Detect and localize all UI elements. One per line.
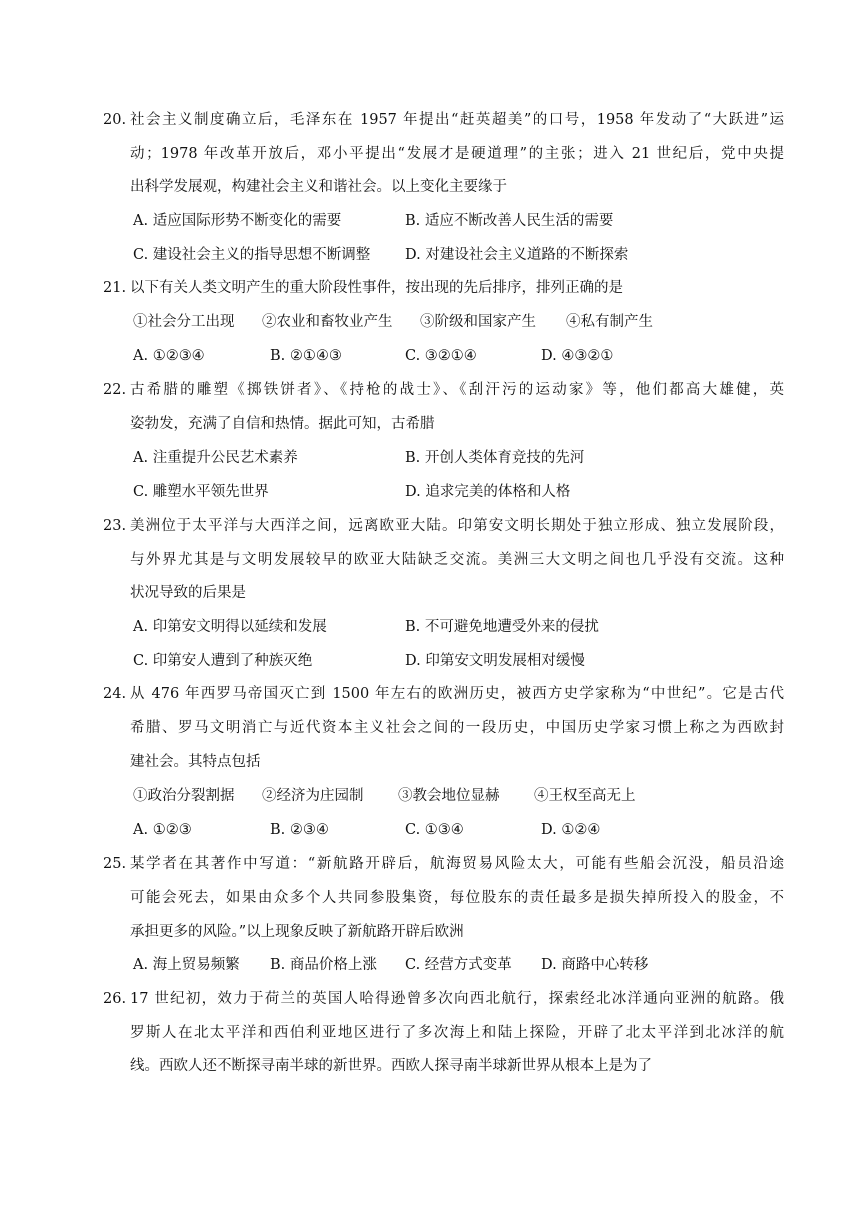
question-text-line: 以下有关人类文明产生的重大阶段性事件，按出现的先后排序，排列正确的是 [130, 280, 623, 296]
question-text-line: 美洲位于太平洋与大西洋之间，远离欧亚大陆。印第安文明长期处于独立形成、独立发展阶段， [130, 518, 784, 534]
option-c: C. 印第安人遭到了种族灭绝 [133, 653, 313, 669]
option-b: B. 开创人类体育竞技的先河 [405, 450, 585, 466]
question-text-line: 罗斯人在北太平洋和西伯利亚地区进行了多次海上和陆上探险，开辟了北太平洋到北冰洋的航 [130, 1025, 784, 1041]
statement-item: ④王权至高无上 [534, 788, 636, 804]
option-c: C. ③②①④ [405, 348, 477, 364]
question-number: 21. [103, 280, 127, 296]
statement-item: ①社会分工出现 [133, 314, 235, 330]
option-c: C. 经营方式变革 [405, 957, 512, 973]
option-a: A. 海上贸易频繁 [133, 957, 240, 973]
question-text-line: 姿勃发，充满了自信和热情。据此可知，古希腊 [130, 416, 435, 432]
option-d: D. 对建设社会主义道路的不断探索 [405, 247, 629, 263]
question-text-line: 状况导致的后果是 [130, 585, 246, 601]
question-text-line: 古希腊的雕塑《掷铁饼者》、《持枪的战士》、《刮汗污的运动家》等，他们都高大雄健，英 [130, 382, 784, 398]
option-a: A. 印第安文明得以延续和发展 [133, 619, 327, 635]
option-a: A. 适应国际形势不断变化的需要 [133, 213, 342, 229]
statement-item: ④私有制产生 [566, 314, 653, 330]
question-text-line: 17 世纪初，效力于荷兰的英国人哈得逊曾多次向西北航行，探索经北冰洋通向亚洲的航路。俄 [130, 991, 784, 1007]
option-a: A. ①②③ [133, 822, 192, 838]
option-c: C. 建设社会主义的指导思想不断调整 [133, 247, 371, 263]
question-text-line: 承担更多的风险。”以上现象反映了新航路开辟后欧洲 [130, 924, 464, 940]
option-a: A. ①②③④ [133, 348, 205, 364]
statement-item: ①政治分裂割据 [133, 788, 235, 804]
question-number: 22. [103, 382, 127, 398]
option-c: C. 雕塑水平领先世界 [133, 484, 269, 500]
question-text-line: 社会主义制度确立后，毛泽东在 1957 年提出“赶英超美”的口号，1958 年发动了“大跃进”运 [130, 112, 784, 128]
option-b: B. 不可避免地遭受外来的侵扰 [405, 619, 599, 635]
statement-item: ③教会地位显赫 [398, 788, 500, 804]
option-d: D. ④③②① [541, 348, 614, 364]
option-b: B. 适应不断改善人民生活的需要 [405, 213, 614, 229]
statement-item: ③阶级和国家产生 [420, 314, 536, 330]
question-text-line: 可能会死去，如果由众多个人共同参股集资，每位股东的责任最多是损失掉所投入的股金，不 [130, 890, 784, 906]
option-d: D. 印第安文明发展相对缓慢 [405, 653, 585, 669]
option-d: D. ①②④ [541, 822, 601, 838]
statement-item: ②经济为庄园制 [262, 788, 364, 804]
option-c: C. ①③④ [405, 822, 464, 838]
question-number: 23. [103, 518, 127, 534]
question-number: 24. [103, 686, 127, 702]
option-b: B. ②③④ [270, 822, 329, 838]
question-number: 26. [103, 991, 127, 1007]
question-text-line: 动；1978 年改革开放后，邓小平提出“发展才是硬道理”的主张；进入 21 世纪后，党中央提 [130, 146, 784, 162]
option-b: B. 商品价格上涨 [270, 957, 377, 973]
question-number: 20. [103, 112, 127, 128]
question-text-line: 线。西欧人还不断探寻南半球的新世界。西欧人探寻南半球新世界从根本上是为了 [130, 1058, 652, 1074]
question-text-line: 出科学发展观，构建社会主义和谐社会。以上变化主要缘于 [130, 179, 507, 195]
question-text-line: 建社会。其特点包括 [130, 754, 261, 770]
statement-item: ②农业和畜牧业产生 [262, 314, 393, 330]
question-text-line: 某学者在其著作中写道：“新航路开辟后，航海贸易风险太大，可能有些船会沉没，船员沿途 [130, 856, 784, 872]
question-text-line: 从 476 年西罗马帝国灭亡到 1500 年左右的欧洲历史，被西方史学家称为“中世纪”。它是古代 [130, 686, 784, 702]
option-b: B. ②①④③ [270, 348, 342, 364]
option-d: D. 追求完美的体格和人格 [405, 484, 571, 500]
question-number: 25. [103, 856, 127, 872]
option-a: A. 注重提升公民艺术素养 [133, 450, 298, 466]
question-text-line: 希腊、罗马文明消亡与近代资本主义社会之间的一段历史，中国历史学家习惯上称之为西欧封 [130, 720, 784, 736]
question-text-line: 与外界尤其是与文明发展较早的欧亚大陆缺乏交流。美洲三大文明之间也几乎没有交流。这种 [130, 552, 784, 568]
option-d: D. 商路中心转移 [541, 957, 649, 973]
